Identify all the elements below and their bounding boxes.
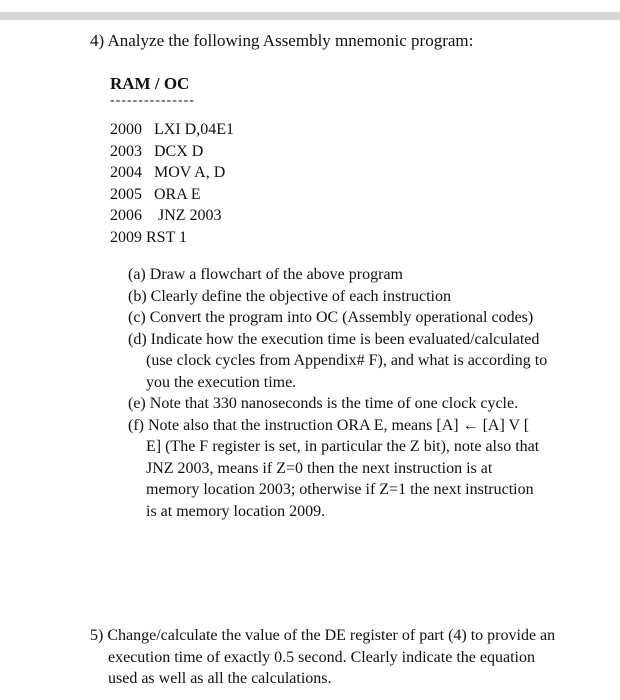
part-e: (e) Note that 330 nanoseconds is the time of one clock cycle. — [128, 395, 519, 412]
code-line: 2009 RST 1 — [110, 228, 188, 246]
part-a: (a) Draw a flowchart of the above program — [128, 266, 403, 283]
top-divider-bar — [0, 12, 620, 20]
question-5: 5) Change/calculate the value of the DE register of part (4) to provide an execution time of exactly 0.5 second. Clearly indicate the equation used as well as all the calculations. — [90, 627, 556, 687]
separator-dashes: --------------- — [110, 93, 195, 108]
code-line: 2003 DCX D — [110, 142, 204, 160]
part-d: (d) Indicate how the execution time is been evaluated/calculated (use clock cycles from Appendix# F), and what is according to you the execution time. — [128, 330, 548, 391]
part-c: (c) Convert the program into OC (Assembly operational codes) — [128, 309, 534, 326]
question-4-heading: 4) Analyze the following Assembly mnemonic program: — [90, 31, 474, 50]
part-f: (f) Note also that the instruction ORA E, means [A] ← [A] V [ E] (The F register is set, in particular the Z bit), note also that JNZ 2003, means if Z=0 then the next instruction is at — [128, 416, 540, 477]
question-4-parts-list — [128, 264, 548, 522]
part-f-continuation: memory location 2003; otherwise if Z=1 the next instruction is at memory location 2009. — [146, 481, 534, 520]
code-line: 2004 MOV A, D — [110, 164, 226, 181]
ram-oc-heading: RAM / OC — [110, 74, 190, 93]
part-b: (b) Clearly define the objective of each instruction — [128, 287, 451, 305]
code-line: 2005 ORA E — [110, 185, 201, 203]
assembly-code-listing — [110, 119, 234, 248]
code-line: 2006 JNZ 2003 — [110, 207, 222, 224]
code-line: 2000 LXI D,04E1 — [110, 121, 234, 138]
